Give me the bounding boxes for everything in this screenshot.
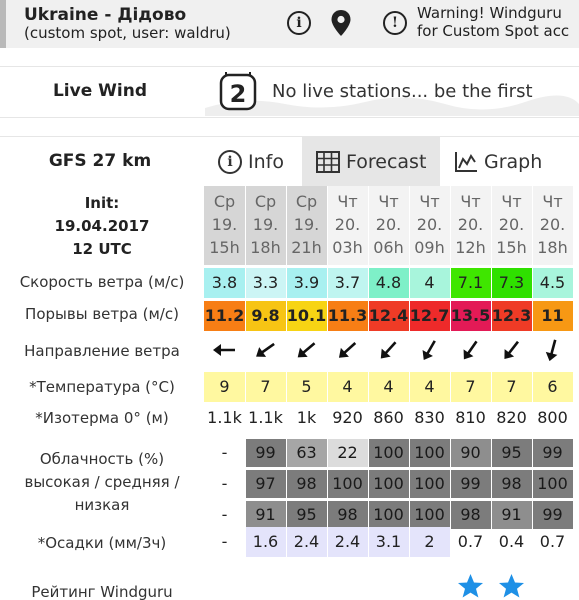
- column-separator: [409, 186, 410, 600]
- column-header-hour: 09h: [414, 238, 445, 257]
- init-hour: 12 UTC: [72, 240, 132, 258]
- temperature-cell: 4: [409, 372, 450, 402]
- column-separator: [532, 186, 533, 600]
- precipitation-cell: 0.7: [539, 532, 566, 551]
- column-header-hour: 15h: [496, 238, 527, 257]
- column-header-date: 20.: [539, 215, 566, 234]
- temperature-cell: 9: [204, 372, 245, 402]
- column-header-day: Чт: [419, 192, 440, 211]
- wind-direction-arrow-icon: [532, 333, 573, 367]
- warning-line-2: for Custom Spot acc: [417, 22, 570, 40]
- column-header-date: 19.: [293, 215, 320, 234]
- wind-speed-cell: 4.8: [368, 268, 409, 298]
- column-header-hour: 21h: [291, 238, 322, 257]
- map-pin-icon[interactable]: [330, 9, 352, 37]
- wind-direction-arrow-icon: [245, 333, 286, 367]
- precipitation-cell: 0.4: [498, 532, 525, 551]
- cloud-low-cell: 99: [532, 501, 573, 529]
- wind-gust-cell: 11: [532, 301, 573, 331]
- init-label: Init:: [84, 194, 120, 212]
- info-icon[interactable]: i: [287, 11, 311, 35]
- column-header-day: Ср: [213, 192, 236, 211]
- info-icon: i: [218, 150, 242, 174]
- cloud-low-cell: 98: [450, 501, 491, 529]
- tab-info-label: Info: [248, 151, 284, 173]
- cloud-low-cell: 95: [286, 501, 327, 529]
- column-header-day: Чт: [337, 192, 358, 211]
- cloud-mid-cell: -: [221, 474, 228, 493]
- column-separator: [368, 186, 369, 600]
- isotherm-cell: 800: [537, 408, 568, 427]
- isotherm-cell: 820: [496, 408, 527, 427]
- wind-gust-cell: 12.7: [409, 301, 450, 331]
- warning-line-1: Warning! Windguru: [417, 4, 562, 22]
- table-icon: [316, 151, 340, 173]
- column-header-day: Чт: [501, 192, 522, 211]
- spot-header: [0, 0, 579, 48]
- row-label-isotherm: *Изотерма 0° (м): [35, 409, 169, 427]
- column-header-hour: 18h: [537, 238, 568, 257]
- row-label-rating: Рейтинг Windguru: [31, 583, 173, 600]
- cloud-mid-cell: 98: [286, 470, 327, 498]
- wind-direction-arrow-icon: [409, 333, 450, 367]
- column-header-day: Чт: [378, 192, 399, 211]
- cloud-high-cell: 22: [327, 439, 368, 467]
- live-wind-title: Live Wind: [52, 81, 148, 101]
- row-label-direction: Направление ветра: [24, 342, 180, 360]
- init-time: [0, 192, 204, 261]
- live-stations-count-icon: [218, 72, 258, 112]
- row-label-wind-speed: Скорость ветра (м/с): [19, 273, 185, 291]
- tab-info[interactable]: [206, 137, 302, 187]
- column-header-hour: 06h: [373, 238, 404, 257]
- tab-forecast[interactable]: [302, 137, 440, 187]
- row-label-temperature: *Температура (°C): [29, 378, 175, 396]
- wind-gust-cell: 9.8: [245, 301, 286, 331]
- wind-direction-arrow-icon: [286, 333, 327, 367]
- cloud-low-cell: 91: [245, 501, 286, 529]
- tab-graph-label: Graph: [484, 151, 543, 173]
- row-label-cloud-1: Облачность (%): [39, 450, 165, 468]
- tab-forecast-label: Forecast: [346, 151, 427, 173]
- precipitation-cell: 0.7: [457, 532, 484, 551]
- column-header-day: Чт: [460, 192, 481, 211]
- column-separator: [245, 186, 246, 600]
- isotherm-cell: 810: [455, 408, 486, 427]
- model-bar: [0, 136, 579, 186]
- cloud-low-cell: -: [221, 505, 228, 524]
- temperature-cell: 7: [450, 372, 491, 402]
- cloud-mid-cell: 100: [368, 470, 409, 498]
- row-label-cloud-3: низкая: [74, 496, 130, 514]
- temperature-cell: 6: [532, 372, 573, 402]
- wind-speed-cell: 4.5: [532, 268, 573, 298]
- precipitation-cell: -: [221, 532, 228, 551]
- cloud-low-cell: 100: [368, 501, 409, 529]
- column-separator: [286, 186, 287, 600]
- wind-speed-cell: 3.3: [245, 268, 286, 298]
- graph-icon: [454, 151, 478, 173]
- wind-gust-cell: 13.5: [450, 301, 491, 331]
- precipitation-cell: 1.6: [245, 527, 286, 557]
- cloud-low-cell: 100: [409, 501, 450, 529]
- column-header-hour: 18h: [250, 238, 281, 257]
- column-header-date: 20.: [375, 215, 402, 234]
- column-header-day: Чт: [542, 192, 563, 211]
- cloud-high-cell: 99: [245, 439, 286, 467]
- temperature-cell: 4: [327, 372, 368, 402]
- spot-subtitle: (custom spot, user: waldru): [24, 24, 231, 42]
- live-badge-number: 2: [229, 80, 247, 108]
- temperature-cell: 5: [286, 372, 327, 402]
- temperature-cell: 7: [491, 372, 532, 402]
- column-header-hour: 12h: [455, 238, 486, 257]
- precipitation-cell: 2.4: [286, 527, 327, 557]
- cloud-high-cell: 100: [409, 439, 450, 467]
- column-header-hour: 03h: [332, 238, 363, 257]
- wind-direction-arrow-icon: [368, 333, 409, 367]
- spot-title: Ukraine - Дідово: [24, 5, 187, 25]
- cloud-low-cell: 91: [491, 501, 532, 529]
- wind-speed-cell: 4: [409, 268, 450, 298]
- wind-direction-arrow-icon: [491, 333, 532, 367]
- wind-direction-arrow-icon: [204, 333, 245, 367]
- precipitation-cell: 2.4: [327, 527, 368, 557]
- warning-message: [417, 4, 579, 40]
- wind-speed-cell: 3.7: [327, 268, 368, 298]
- cloud-high-cell: 90: [450, 439, 491, 467]
- cloud-mid-cell: 100: [532, 470, 573, 498]
- rating-star-icon: [491, 571, 532, 599]
- wind-speed-cell: 7.3: [491, 268, 532, 298]
- column-header: [532, 186, 573, 265]
- column-separator: [491, 186, 492, 600]
- wind-gust-cell: 11.3: [327, 301, 368, 331]
- column-header: [204, 186, 245, 265]
- row-label-gusts: Порывы ветра (м/с): [25, 305, 179, 323]
- precipitation-cell: 3.1: [368, 527, 409, 557]
- column-separator: [450, 186, 451, 600]
- wind-gust-cell: 12.4: [368, 301, 409, 331]
- cloud-mid-cell: 100: [409, 470, 450, 498]
- row-label-precipitation: *Осадки (мм/3ч): [37, 534, 167, 552]
- wind-speed-cell: 7.1: [450, 268, 491, 298]
- init-date: 19.04.2017: [54, 217, 150, 235]
- rating-star-icon: [450, 571, 491, 599]
- column-header-date: 20.: [334, 215, 361, 234]
- column-header: [409, 186, 450, 265]
- warning-icon[interactable]: !: [383, 11, 407, 35]
- wind-gust-cell: 10.1: [286, 301, 327, 331]
- cloud-mid-cell: 99: [450, 470, 491, 498]
- forecast-table: [204, 186, 579, 600]
- column-header-date: 20.: [498, 215, 525, 234]
- column-header: [368, 186, 409, 265]
- column-header: [450, 186, 491, 265]
- column-header: [286, 186, 327, 265]
- column-header-date: 20.: [416, 215, 443, 234]
- row-label-cloud-2: высокая / средняя /: [24, 473, 180, 491]
- column-header: [327, 186, 368, 265]
- isotherm-cell: 1k: [296, 408, 317, 427]
- temperature-cell: 7: [245, 372, 286, 402]
- cloud-mid-cell: 100: [327, 470, 368, 498]
- column-header-day: Ср: [254, 192, 277, 211]
- wind-gust-cell: 12.3: [491, 301, 532, 331]
- cloud-low-cell: 98: [327, 501, 368, 529]
- isotherm-cell: 830: [414, 408, 445, 427]
- isotherm-cell: 1.1k: [207, 408, 242, 427]
- cloud-mid-cell: 98: [491, 470, 532, 498]
- model-name[interactable]: GFS 27 km: [48, 151, 152, 171]
- column-header-date: 20.: [457, 215, 484, 234]
- cloud-high-cell: 100: [368, 439, 409, 467]
- wind-direction-arrow-icon: [450, 333, 491, 367]
- cloud-high-cell: 95: [491, 439, 532, 467]
- column-header-date: 19.: [252, 215, 279, 234]
- tab-graph[interactable]: [440, 137, 579, 187]
- isotherm-cell: 1.1k: [248, 408, 283, 427]
- wind-speed-cell: 3.8: [204, 268, 245, 298]
- column-header: [245, 186, 286, 265]
- precipitation-cell: 2: [409, 527, 450, 557]
- isotherm-cell: 920: [332, 408, 363, 427]
- isotherm-cell: 860: [373, 408, 404, 427]
- wind-speed-cell: 3.9: [286, 268, 327, 298]
- column-header-hour: 15h: [209, 238, 240, 257]
- cloud-high-cell: 99: [532, 439, 573, 467]
- column-header: [491, 186, 532, 265]
- cloud-high-cell: 63: [286, 439, 327, 467]
- column-header-day: Ср: [295, 192, 318, 211]
- cloud-mid-cell: 97: [245, 470, 286, 498]
- column-separator: [327, 186, 328, 600]
- live-stations-message: No live stations... be the first: [272, 81, 533, 102]
- column-header-date: 19.: [211, 215, 238, 234]
- wind-direction-arrow-icon: [327, 333, 368, 367]
- temperature-cell: 4: [368, 372, 409, 402]
- cloud-high-cell: -: [221, 443, 228, 462]
- wind-gust-cell: 11.2: [204, 301, 245, 331]
